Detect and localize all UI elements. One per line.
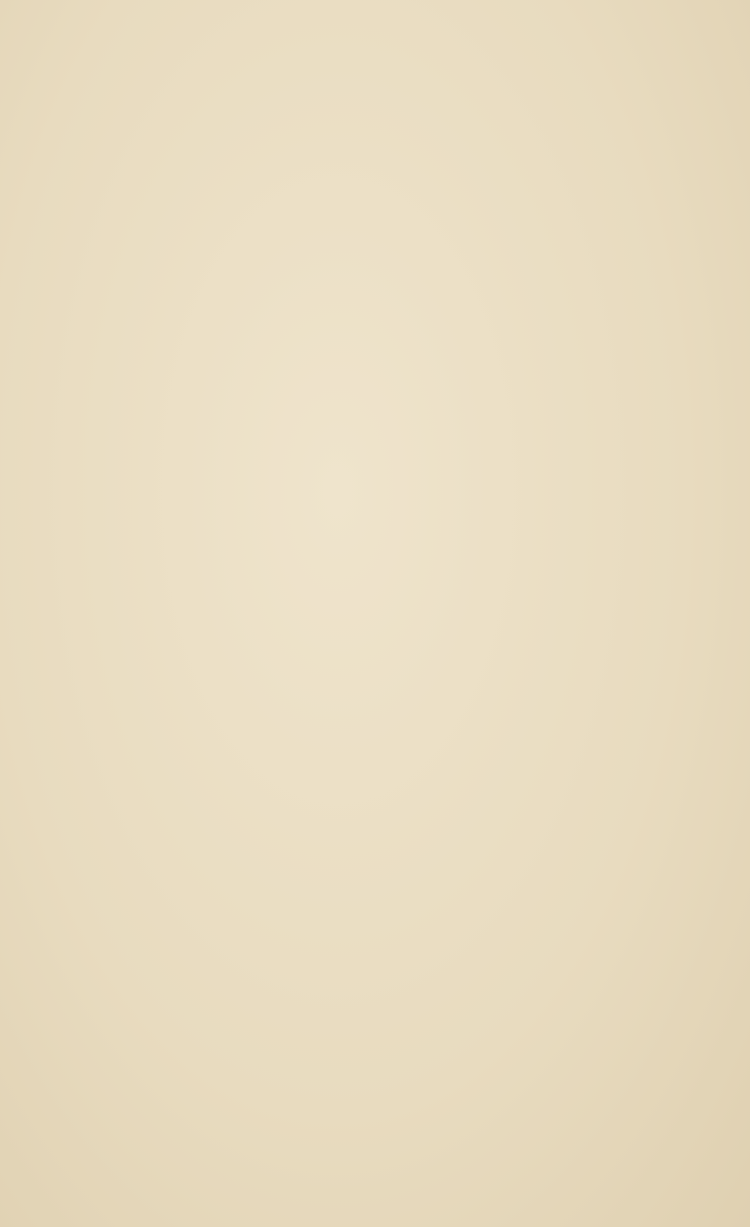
running-head [52,86,646,112]
